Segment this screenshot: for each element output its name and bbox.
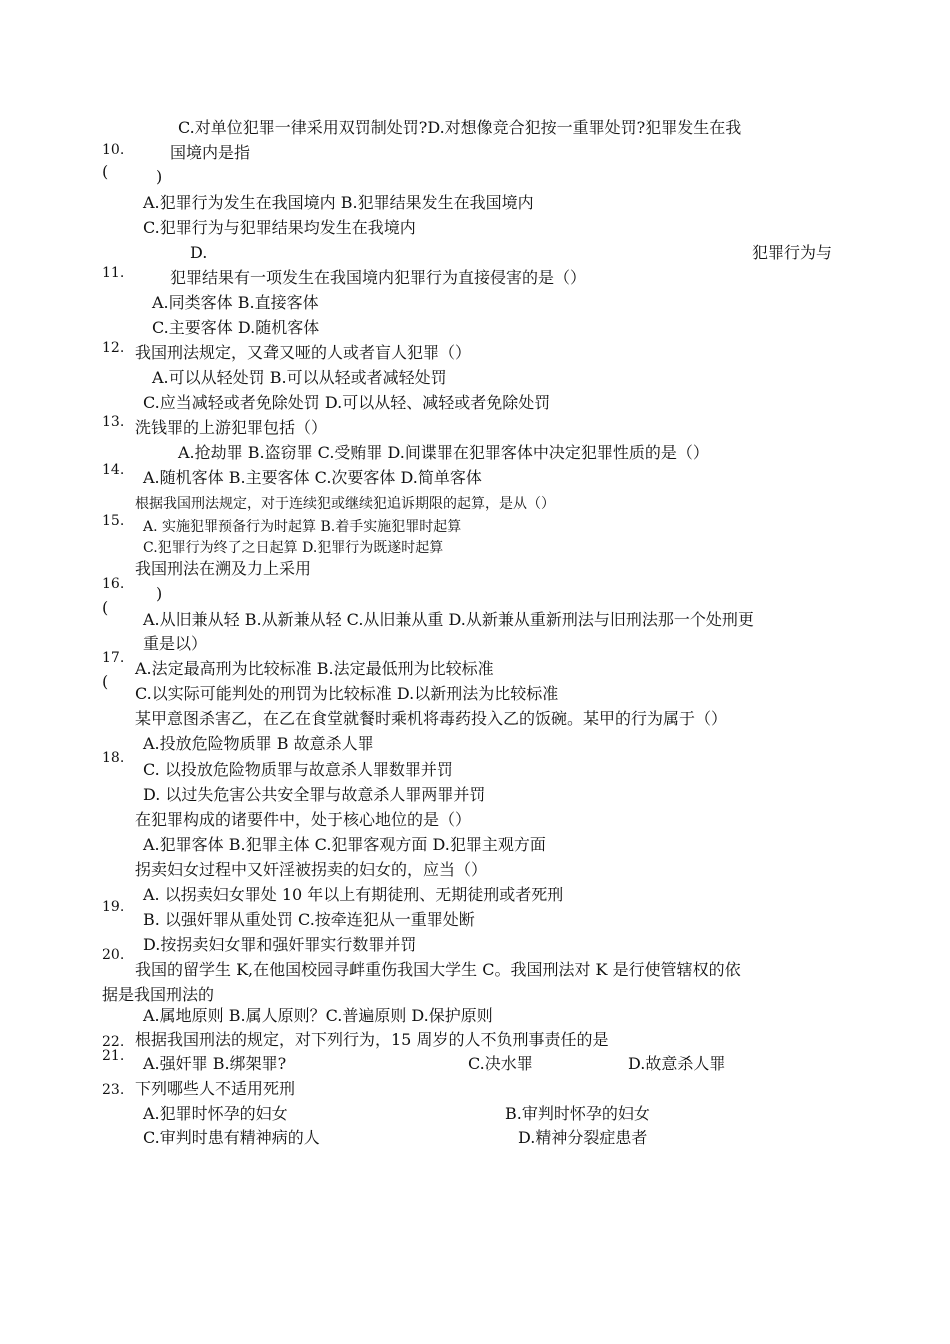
- option-line: C.决水罪: [468, 1054, 533, 1073]
- option-line: C.应当减轻或者免除处罚 D.可以从轻、减轻或者免除处罚: [143, 393, 551, 412]
- option-line: A. 实施犯罪预备行为时起算 B.着手实施犯罪时起算: [143, 519, 462, 535]
- option-line: A.随机客体 B.主要客体 C.次要客体 D.简单客体: [143, 468, 482, 487]
- option-line: A.同类客体 B.直接客体: [152, 293, 319, 312]
- option-line: A.犯罪行为发生在我国境内 B.犯罪结果发生在我国境内: [143, 193, 534, 212]
- text-line: ): [156, 584, 163, 603]
- question-number-12: 12.: [102, 340, 125, 356]
- option-line: D.: [190, 243, 208, 262]
- option-line: D.精神分裂症患者: [518, 1128, 648, 1147]
- option-line: A.犯罪时怀孕的妇女: [143, 1104, 288, 1123]
- question-text: 洗钱罪的上游犯罪包括（）: [135, 418, 328, 437]
- question-number-11: 11.: [102, 265, 125, 281]
- option-line: D.故意杀人罪: [628, 1054, 726, 1073]
- option-line: A.抢劫罪 B.盗窃罪 C.受贿罪 D.间谍罪在犯罪客体中决定犯罪性质的是（）: [178, 443, 709, 462]
- question-text: 拐卖妇女过程中又奸淫被拐卖的妇女的，应当（）: [135, 860, 488, 879]
- text-line: 犯罪结果有一项发生在我国境内犯罪行为直接侵害的是（）: [170, 268, 587, 287]
- question-number-20: 20.: [102, 947, 125, 963]
- option-line: A.法定最高刑为比较标准 B.法定最低刑为比较标准: [135, 659, 494, 678]
- question-number-22: 22.: [102, 1034, 125, 1050]
- question-text: 下列哪些人不适用死刑: [135, 1079, 296, 1098]
- option-line: C.犯罪行为与犯罪结果均发生在我境内: [143, 218, 416, 237]
- option-line: C.主要客体 D.随机客体: [152, 318, 320, 337]
- option-line: A.从旧兼从轻 B.从新兼从轻 C.从旧兼从重 D.从新兼从重新刑法与旧刑法那一个处刑更: [143, 610, 754, 629]
- question-text: 在犯罪构成的诸要件中，处于核心地位的是（）: [135, 810, 472, 829]
- text-line: 重是以）: [143, 634, 208, 653]
- option-line: A.犯罪客体 B.犯罪主体 C.犯罪客观方面 D.犯罪主观方面: [143, 835, 546, 854]
- text-line: 国境内是指: [170, 143, 251, 162]
- question-number-19: 19.: [102, 899, 125, 915]
- question-text: 我国刑法规定，又聋又哑的人或者盲人犯罪（）: [135, 343, 472, 362]
- question-number-17: 17.: [102, 650, 125, 666]
- option-line: A. 以拐卖妇女罪处 10 年以上有期徒刑、无期徒刑或者死刑: [143, 885, 564, 904]
- question-number-23: 23.: [102, 1082, 125, 1098]
- question-number-10: 10.: [102, 142, 125, 158]
- question-text: 某甲意图杀害乙，在乙在食堂就餐时乘机将毒药投入乙的饭碗。某甲的行为属于（）: [135, 709, 728, 728]
- question-number-14: 14.: [102, 462, 125, 478]
- question-number-16: 16.: [102, 576, 125, 592]
- bracket-17: (: [102, 672, 109, 691]
- question-number-13: 13.: [102, 414, 125, 430]
- option-line: C.审判时患有精神病的人: [143, 1128, 320, 1147]
- option-line: A.属地原则 B.属人原则？C.普遍原则 D.保护原则: [143, 1006, 493, 1025]
- text-line: 犯罪行为与: [752, 243, 833, 262]
- text-line: ): [156, 167, 163, 186]
- option-line: A.投放危险物质罪 B 故意杀人罪: [143, 734, 374, 753]
- question-text: 我国刑法在溯及力上采用: [135, 559, 312, 578]
- option-line: B. 以强奸罪从重处罚 C.按牵连犯从一重罪处断: [143, 910, 475, 929]
- text-line: 据是我国刑法的: [102, 985, 215, 1004]
- question-text: 根据我国刑法的规定，对下列行为，15 周岁的人不负刑事责任的是: [135, 1030, 609, 1049]
- text-line: C.对单位犯罪一律采用双罚制处罚?D.对想像竞合犯按一重罪处罚?犯罪发生在我: [178, 118, 742, 137]
- question-text: 我国的留学生 K,在他国校园寻衅重伤我国大学生 C。我国刑法对 K 是行使管辖权的依: [135, 960, 741, 979]
- option-line: A.可以从轻处罚 B.可以从轻或者减轻处罚: [152, 368, 447, 387]
- option-line: A.强奸罪 B.绑架罪?: [143, 1054, 287, 1073]
- option-line: D.按拐卖妇女罪和强奸罪实行数罪并罚: [143, 935, 417, 954]
- option-line: C. 以投放危险物质罪与故意杀人罪数罪并罚: [143, 760, 453, 779]
- bracket-10: (: [102, 162, 109, 181]
- option-line: D. 以过失危害公共安全罪与故意杀人罪两罪并罚: [143, 785, 486, 804]
- question-number-21: 21.: [102, 1048, 125, 1064]
- option-line: C.以实际可能判处的刑罚为比较标准 D.以新刑法为比较标准: [135, 684, 559, 703]
- bracket-16: (: [102, 598, 109, 617]
- question-text: 根据我国刑法规定，对于连续犯或继续犯追诉期限的起算，是从（）: [135, 496, 555, 512]
- question-number-18: 18.: [102, 750, 125, 766]
- question-number-15: 15.: [102, 513, 125, 529]
- option-line: C.犯罪行为终了之日起算 D.犯罪行为既遂时起算: [143, 540, 444, 556]
- option-line: B.审判时怀孕的妇女: [505, 1104, 650, 1123]
